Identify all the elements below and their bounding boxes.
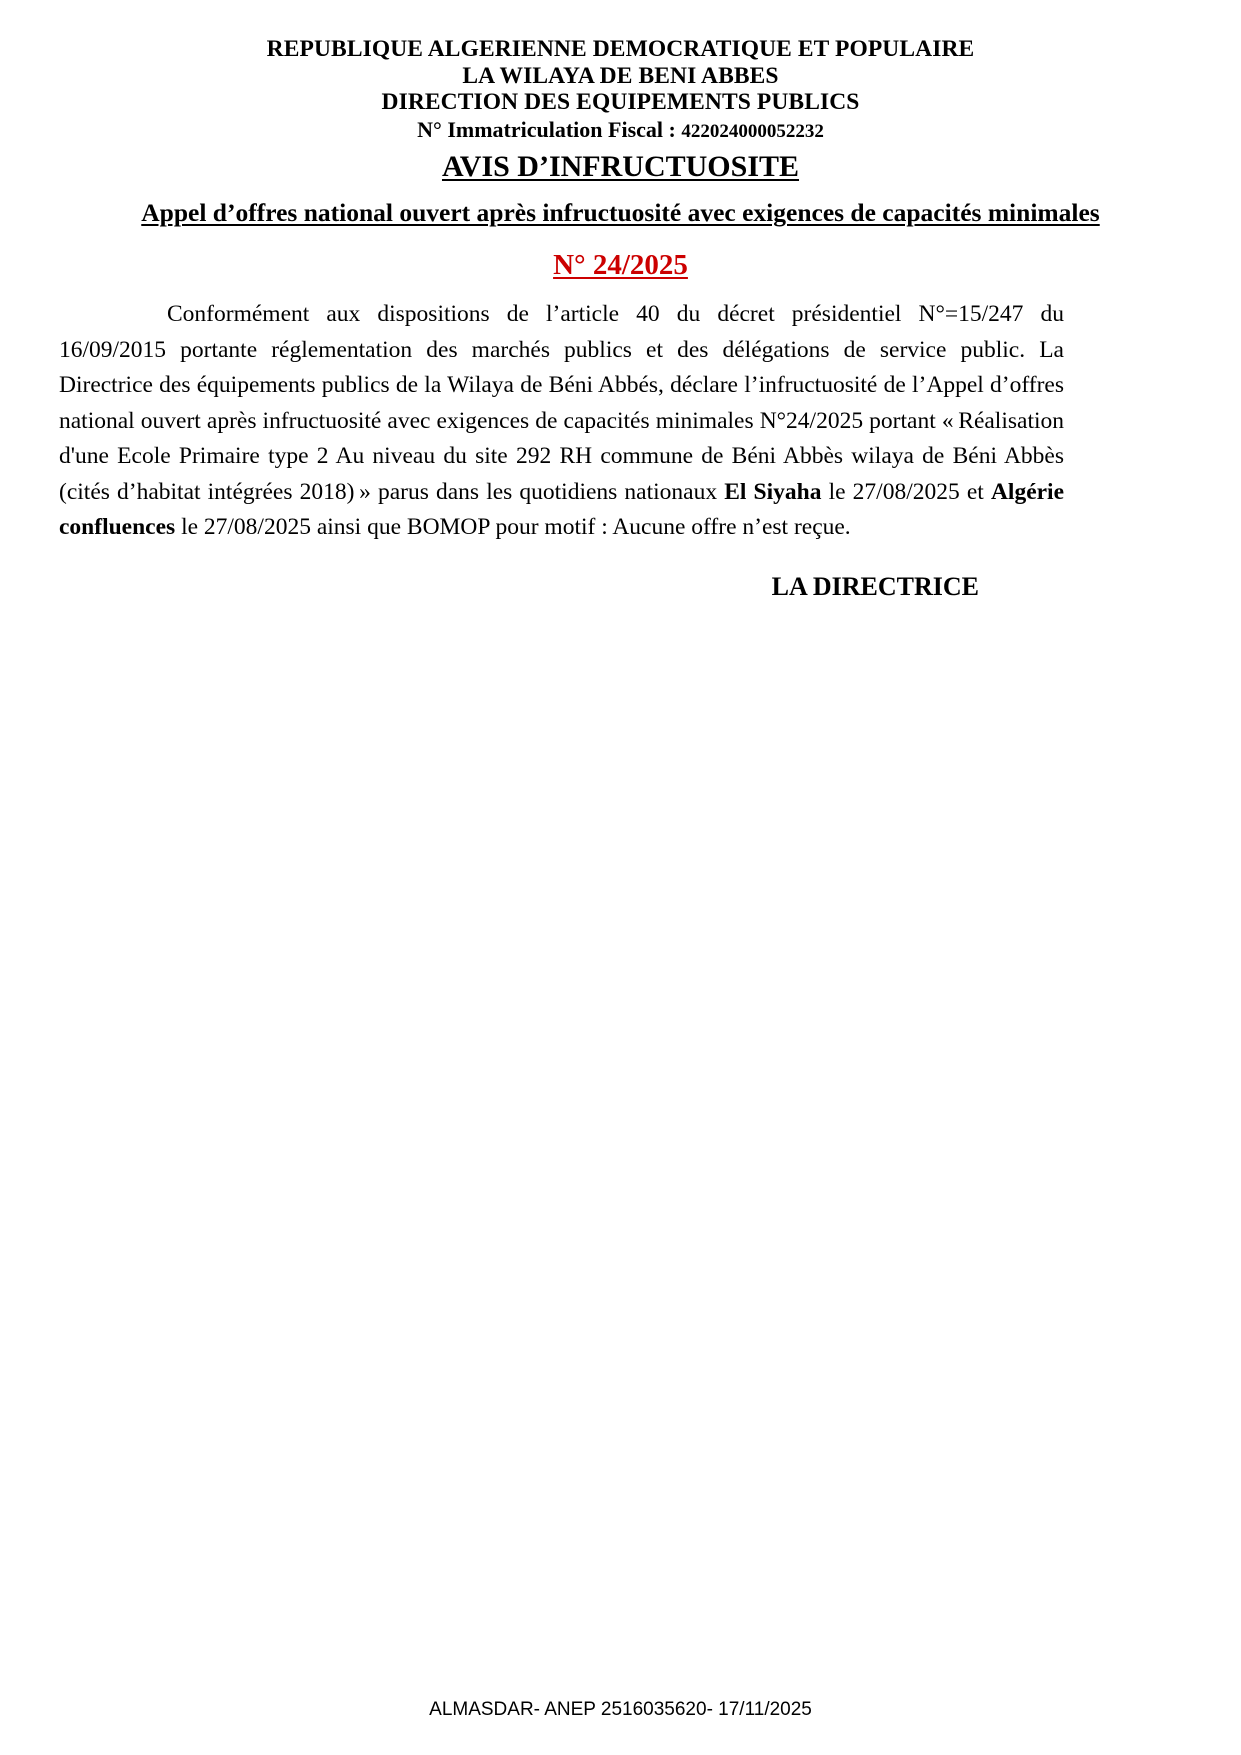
republic-line: REPUBLIQUE ALGERIENNE DEMOCRATIQUE ET POPULAIRE [266,36,975,62]
body-part-1: Conformément aux dispositions de l’article 40 du décret présidentiel N°=15/247 du 16/09/2015 portante réglementation des marchés publics et des délégations de service public. La Directrice des équipements publics de la Wilaya de Béni Abbés, déclare l’infructuosité de l’Appel d’offres national ouvert après infructuosité avec exigences de capacités minimales N°24/2025 portant « Réalisation d'une Ecole Primaire type 2 Au niveau du site 292 RH commune de Béni Abbès wilaya de Béni Abbès (cités d’habitat intégrées 2018) » parus dans les quotidiens nationaux [59,301,1064,505]
page-title-text: AVIS D’INFRUCTUOSITE [441,150,800,183]
subtitle [0,198,1241,228]
fiscal-number: 422024000052232 [681,120,824,142]
notice-number-text: N° 24/2025 [553,249,688,281]
page-title [0,150,1241,184]
signature-block: LA DIRECTRICE [771,572,979,601]
direction-line: DIRECTION DES EQUIPEMENTS PUBLICS [381,89,860,115]
notice-number [0,248,1241,282]
footer-reference: ALMASDAR- ANEP 2516035620- 17/11/2025 [429,1699,812,1720]
body-part-2: le 27/08/2025 et [821,478,991,505]
letterhead [0,36,1241,145]
body-part-3: le 27/08/2025 ainsi que BOMOP pour motif : Aucune offre n’est reçue. [175,514,851,540]
fiscal-line [0,116,1241,145]
newspaper-name-2: Algérie confluences [59,478,1065,540]
body-paragraph [59,297,1064,546]
newspaper-name-1: El Siyaha [724,478,822,505]
subtitle-text: Appel d’offres national ouvert après infructuosité avec exigences de capacités minimales [141,198,1100,227]
fiscal-label: N° Immatriculation Fiscal : [417,116,676,142]
wilaya-line: LA WILAYA DE BENI ABBES [462,62,779,89]
